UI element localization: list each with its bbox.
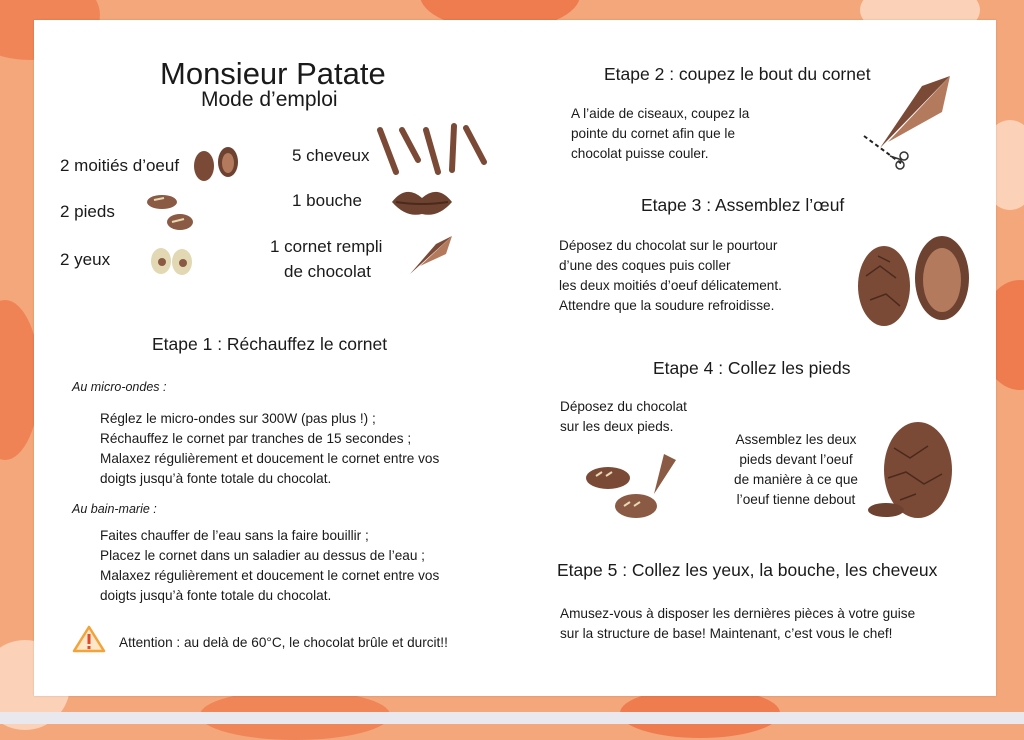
step5-title: Etape 5 : Collez les yeux, la bouche, les cheveux: [557, 560, 938, 580]
recipe-card: [34, 20, 996, 696]
instruction-line: Amusez-vous à disposer les dernières pièces à votre guise: [560, 606, 916, 621]
step2-instructions: [571, 104, 749, 164]
ingredient-hair-label: 5 cheveux: [292, 146, 370, 165]
ingredient-feet-label: 2 pieds: [60, 202, 115, 221]
page-title: Monsieur Patate: [160, 56, 386, 91]
ingredient-cone-label-line2: de chocolat: [284, 262, 371, 281]
chocolate-feet-icon: [584, 450, 680, 528]
instruction-line: pieds devant l’oeuf: [739, 452, 853, 467]
instruction-line: d’une des coques puis coller: [559, 258, 731, 273]
instruction-line: doigts jusqu’à fonte totale du chocolat.: [100, 471, 332, 486]
instruction-line: de manière à ce que: [734, 472, 858, 487]
instruction-line: Faites chauffer de l’eau sans la faire bouillir ;: [100, 528, 369, 543]
ingredient-mouth-label: 1 bouche: [292, 191, 362, 210]
warning-icon: [72, 624, 106, 654]
piping-cone-icon: [406, 232, 456, 280]
egg-halves-icon: [192, 144, 242, 186]
instruction-line: pointe du cornet afin que le: [571, 126, 736, 141]
instruction-line: Attendre que la soudure refroidisse.: [559, 298, 775, 313]
step3-instructions: [559, 236, 782, 316]
step1-microwave-label: Au micro-ondes :: [72, 380, 167, 394]
instruction-line: Réchauffez le cornet par tranches de 15 secondes ;: [100, 431, 412, 446]
standing-egg-icon: [866, 418, 954, 522]
page-subtitle: Mode d’emploi: [201, 88, 338, 111]
step5-instructions: [560, 604, 915, 644]
ingredient-eyes-label: 2 yeux: [60, 250, 111, 269]
step4-instructions-a: [560, 397, 687, 437]
instruction-line: A l’aide de ciseaux, coupez la: [571, 106, 750, 121]
instruction-line: Malaxez régulièrement et doucement le cornet entre vos: [100, 451, 440, 466]
instruction-line: chocolat puisse couler.: [571, 146, 709, 161]
eyes-icon: [150, 246, 196, 278]
step2-title: Etape 2 : coupez le bout du cornet: [604, 64, 871, 84]
mouth-icon: [390, 186, 454, 218]
instruction-line: Déposez du chocolat: [560, 399, 687, 414]
step4-instructions-b: [716, 430, 876, 510]
step1-microwave-instructions: [100, 409, 439, 489]
instruction-line: doigts jusqu’à fonte totale du chocolat.: [100, 588, 332, 603]
ingredient-eggs-label: 2 moitiés d’oeuf: [60, 156, 180, 175]
instruction-line: Malaxez régulièrement et doucement le cornet entre vos: [100, 568, 440, 583]
step4-title: Etape 4 : Collez les pieds: [653, 358, 851, 378]
instruction-line: Assemblez les deux: [735, 432, 857, 447]
cone-cutting-scissors-icon: [862, 72, 958, 172]
instruction-line: Placez le cornet dans un saladier au dessus de l’eau ;: [100, 548, 425, 563]
bottom-strip: [0, 712, 1024, 724]
step1-bainmarie-label: Au bain-marie :: [72, 502, 157, 516]
instruction-line: l’oeuf tienne debout: [736, 492, 856, 507]
instruction-line: sur les deux pieds.: [560, 419, 674, 434]
feet-icon: [146, 192, 196, 236]
step1-title: Etape 1 : Réchauffez le cornet: [152, 334, 388, 354]
step1-bainmarie-instructions: [100, 526, 439, 606]
instruction-line: sur la structure de base! Maintenant, c’est vous le chef!: [560, 626, 893, 641]
instruction-line: Déposez du chocolat sur le pourtour: [559, 238, 778, 253]
ingredient-cone-label-line1: 1 cornet rempli: [270, 237, 383, 256]
instruction-line: Réglez le micro-ondes sur 300W (pas plus !) ;: [100, 411, 376, 426]
egg-assembly-icon: [856, 226, 972, 330]
instruction-line: les deux moitiés d’oeuf délicatement.: [559, 278, 782, 293]
step3-title: Etape 3 : Assemblez l’œuf: [641, 195, 845, 215]
hair-sticks-icon: [374, 122, 490, 178]
warning-text: Attention : au delà de 60°C, le chocolat brûle et durcit!!: [119, 635, 448, 650]
